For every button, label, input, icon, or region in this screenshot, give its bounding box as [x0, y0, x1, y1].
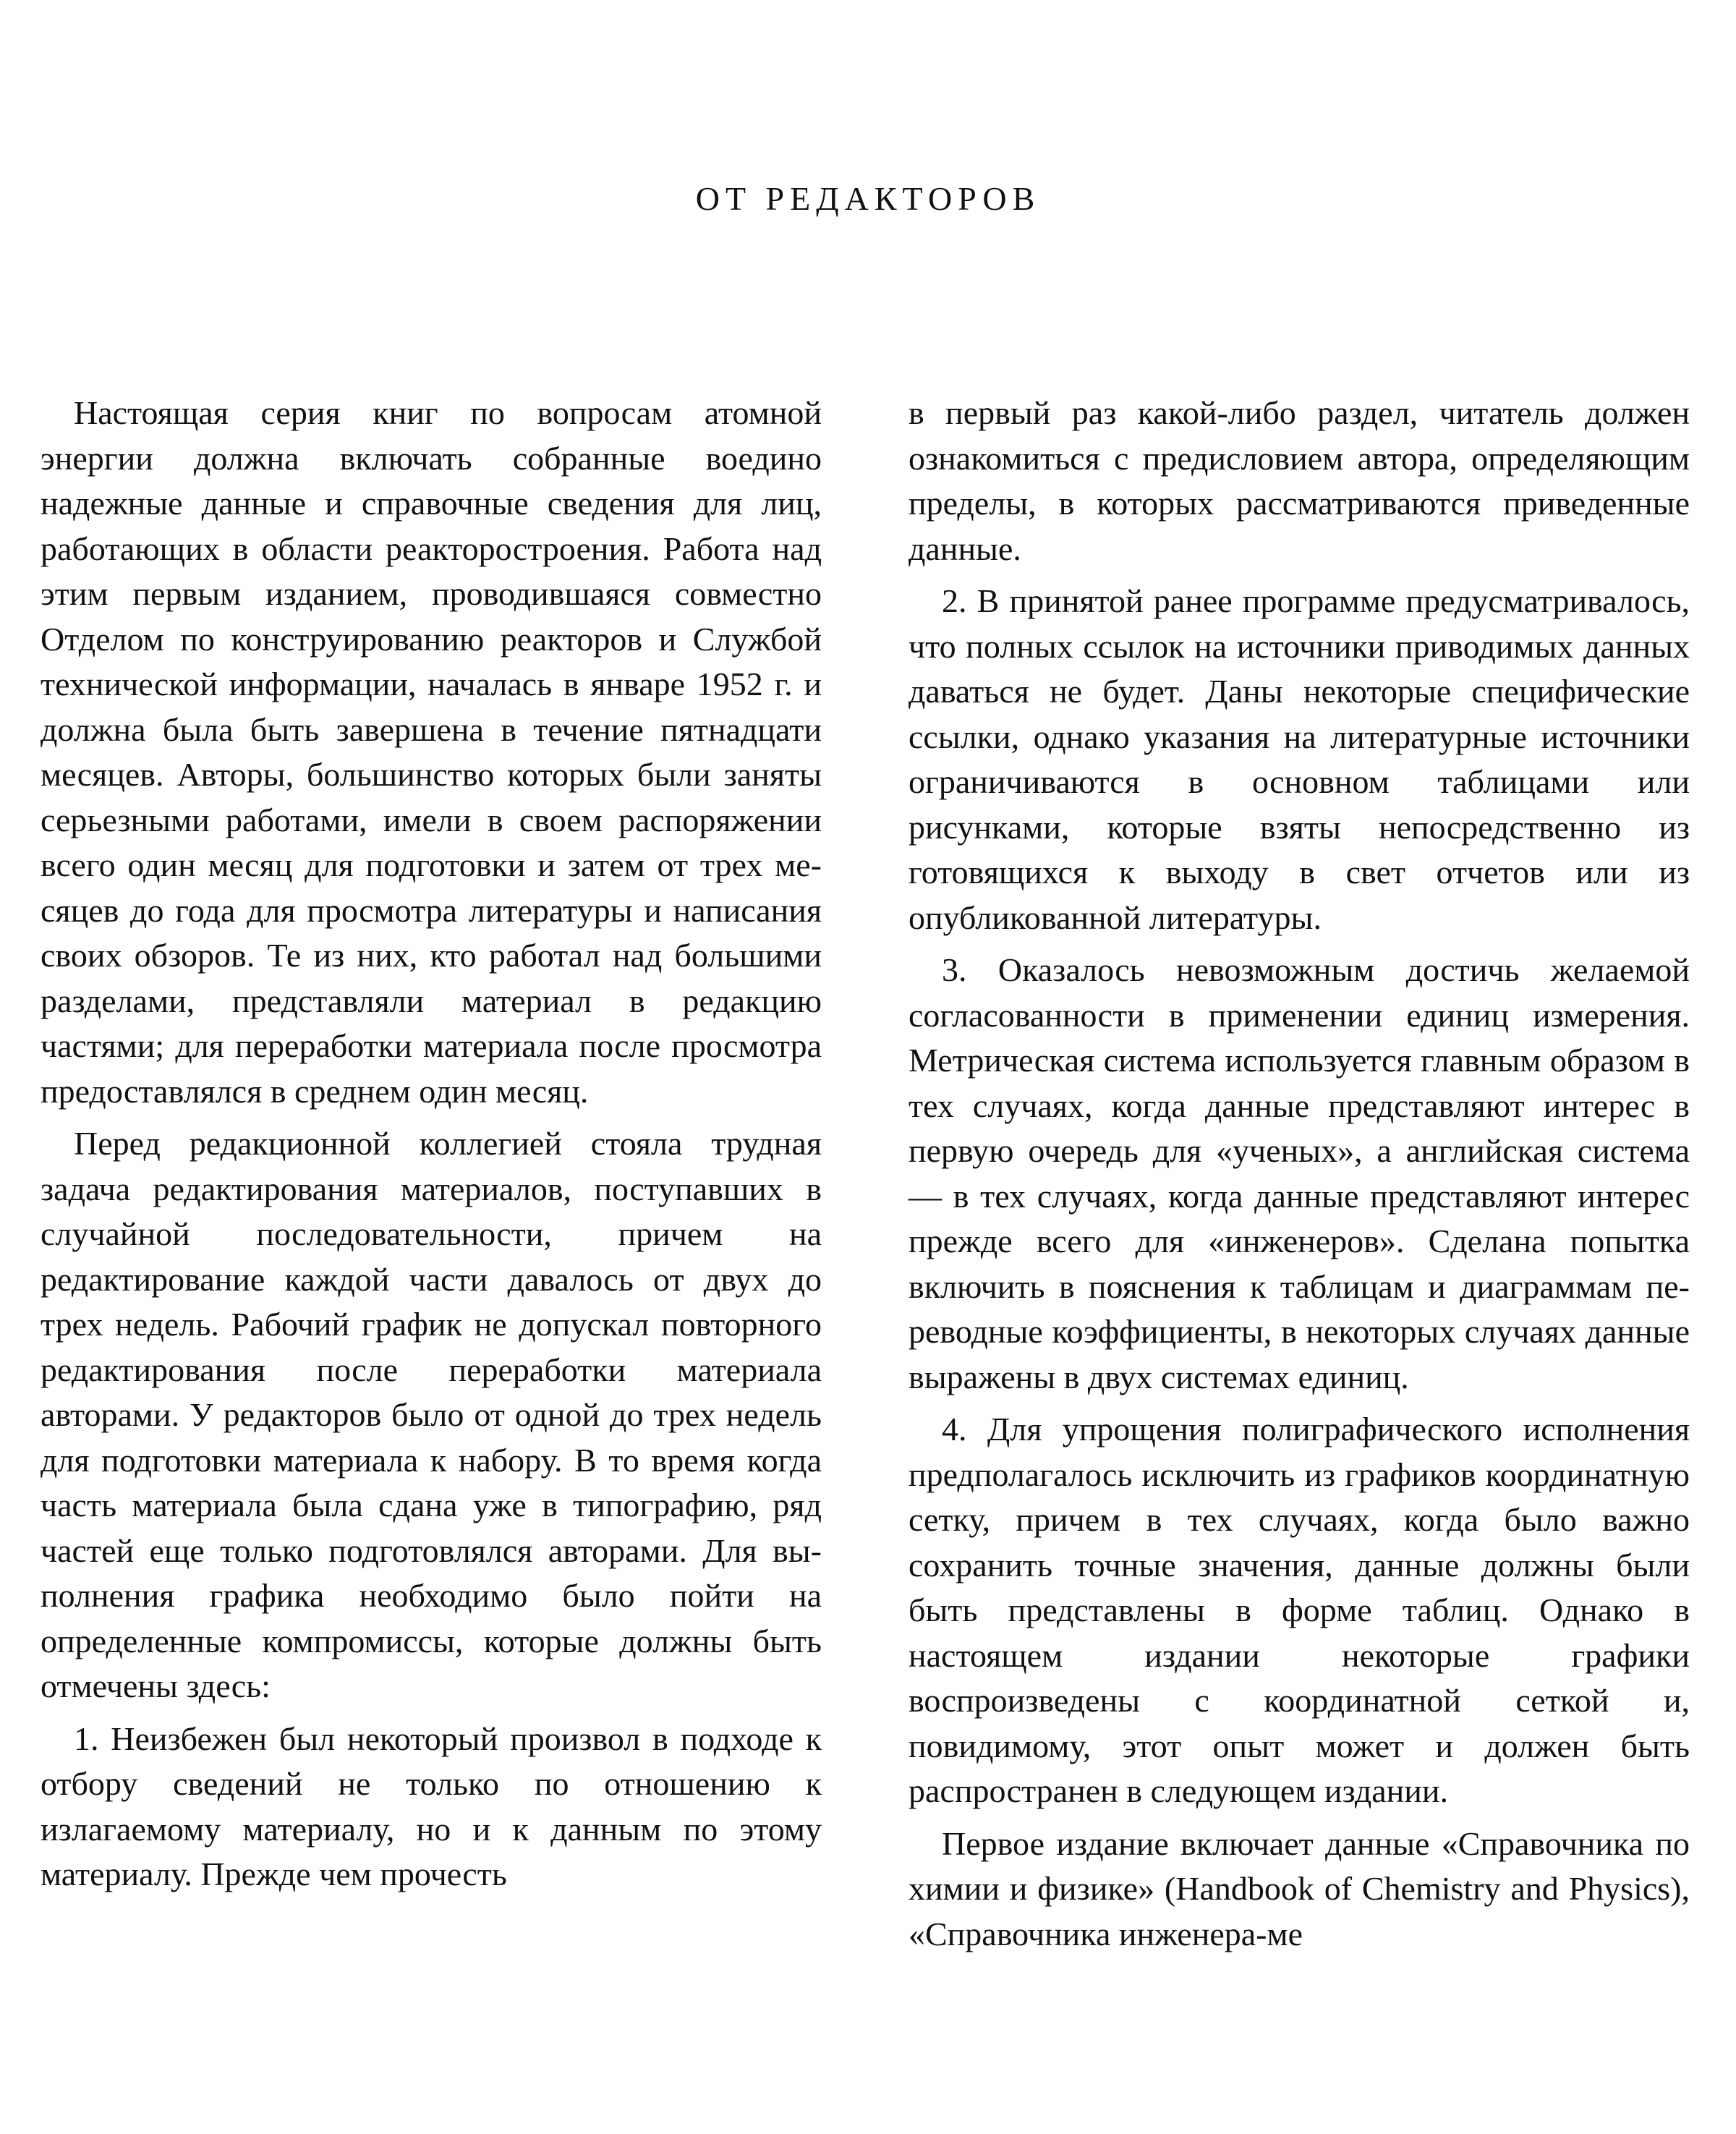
page-title: ОТ РЕДАКТОРОВ [695, 180, 1041, 217]
paragraph-intro: Настоящая серия книг по вопросам атомной энергии должна включать собранные воедино надежные данные и справочные сведения для лиц, работающих в области реакторостроения. Работа над этим первым изданием, проводившаяся совместно Отделом по конструированию реакторов и Службой технической информации, началась в январе 1952 г. и должна была быть завершена в течение пятнадцати месяцев. Авторы, большинство которых были заняты серьезными работами, имели в своем распоряжении всего один месяц для подготовки и затем от трех месяцев до года для просмотра литературы и написания своих обзоров. Те из них, кто работал над большими разделами, представляли материал в редакцию частями; для переработки материала после просмотра предоставлялся в среднем один месяц. [41, 394, 822, 1110]
paragraph-point-3: 3. Оказалось невозможным достичь желаемой согласованности в применении единиц измерения. Метрическая система используется главным образом в тех случаях, когда данные представляют интерес в первую очередь для «ученых», а английская система — в тех случаях, когда данные представляют интерес прежде всего для «инженеров». Сделана попытка включить в пояснения к таблицам и диаграммам переводные коэффициенты, в некоторых случаях данные выражены в двух системах единиц. [909, 951, 1690, 1395]
paragraph-first-edition: Первое издание включает данные «Справочника по химии и физике» (Handbook of Chemistry and Physics), «Справочника инженера-ме [909, 1824, 1690, 1952]
paragraph-point-1: 1. Неизбежен был некоторый произвол в подходе к отбору сведений не только по отношению к излагаемому материалу, но и к данным по этому материалу. Прежде чем прочесть [41, 1719, 822, 1892]
paragraph-point-2: 2. В принятой ранее программе предусматривалось, что полных ссылок на источники приводимых данных даваться не будет. Даны некоторые специфические ссылки, однако указания на литературные источники ограничиваются в основном таблицами или рисунками, которые взяты непосредственно из готовящихся к выходу в свет отчетов или из опубликованной литературы. [909, 582, 1690, 936]
paragraph-point-1-continued: в первый раз какой-либо раздел, читатель должен ознакомиться с предисловием автора, определяющим пределы, в которых рассматриваются приведенные данные. [909, 394, 1690, 567]
paragraph-editorial-board: Перед редакционной коллегией стояла трудная задача редактирования материалов, поступавших в случайной последовательности, причем на редактирование каждой части давалось от двух до трех недель. Рабочий график не допускал повторного редактирования после переработки материала авторами. У редакторов было от одной до трех недель для подготовки материала к набору. В то время когда часть материала была сдана уже в типографию, ряд частей еще только подготовлялся авторами. Для выполнения графика необходимо было пойти на определенные компромиссы, которые должны быть отмечены здесь: [41, 1125, 822, 1704]
left-column [41, 391, 822, 1905]
paragraph-point-4: 4. Для упрощения полиграфического исполнения предполагалось исключить из графиков координатную сетку, причем в тех случаях, когда было важно сохранить точные значения, данные должны были быть представлены в форме таблиц. Однако в настоящем издании некоторые графики воспроизведены с координатной сеткой и, повидимому, этот опыт может и должен быть распространен в следующем издании. [909, 1411, 1690, 1809]
right-column [909, 391, 1690, 1964]
